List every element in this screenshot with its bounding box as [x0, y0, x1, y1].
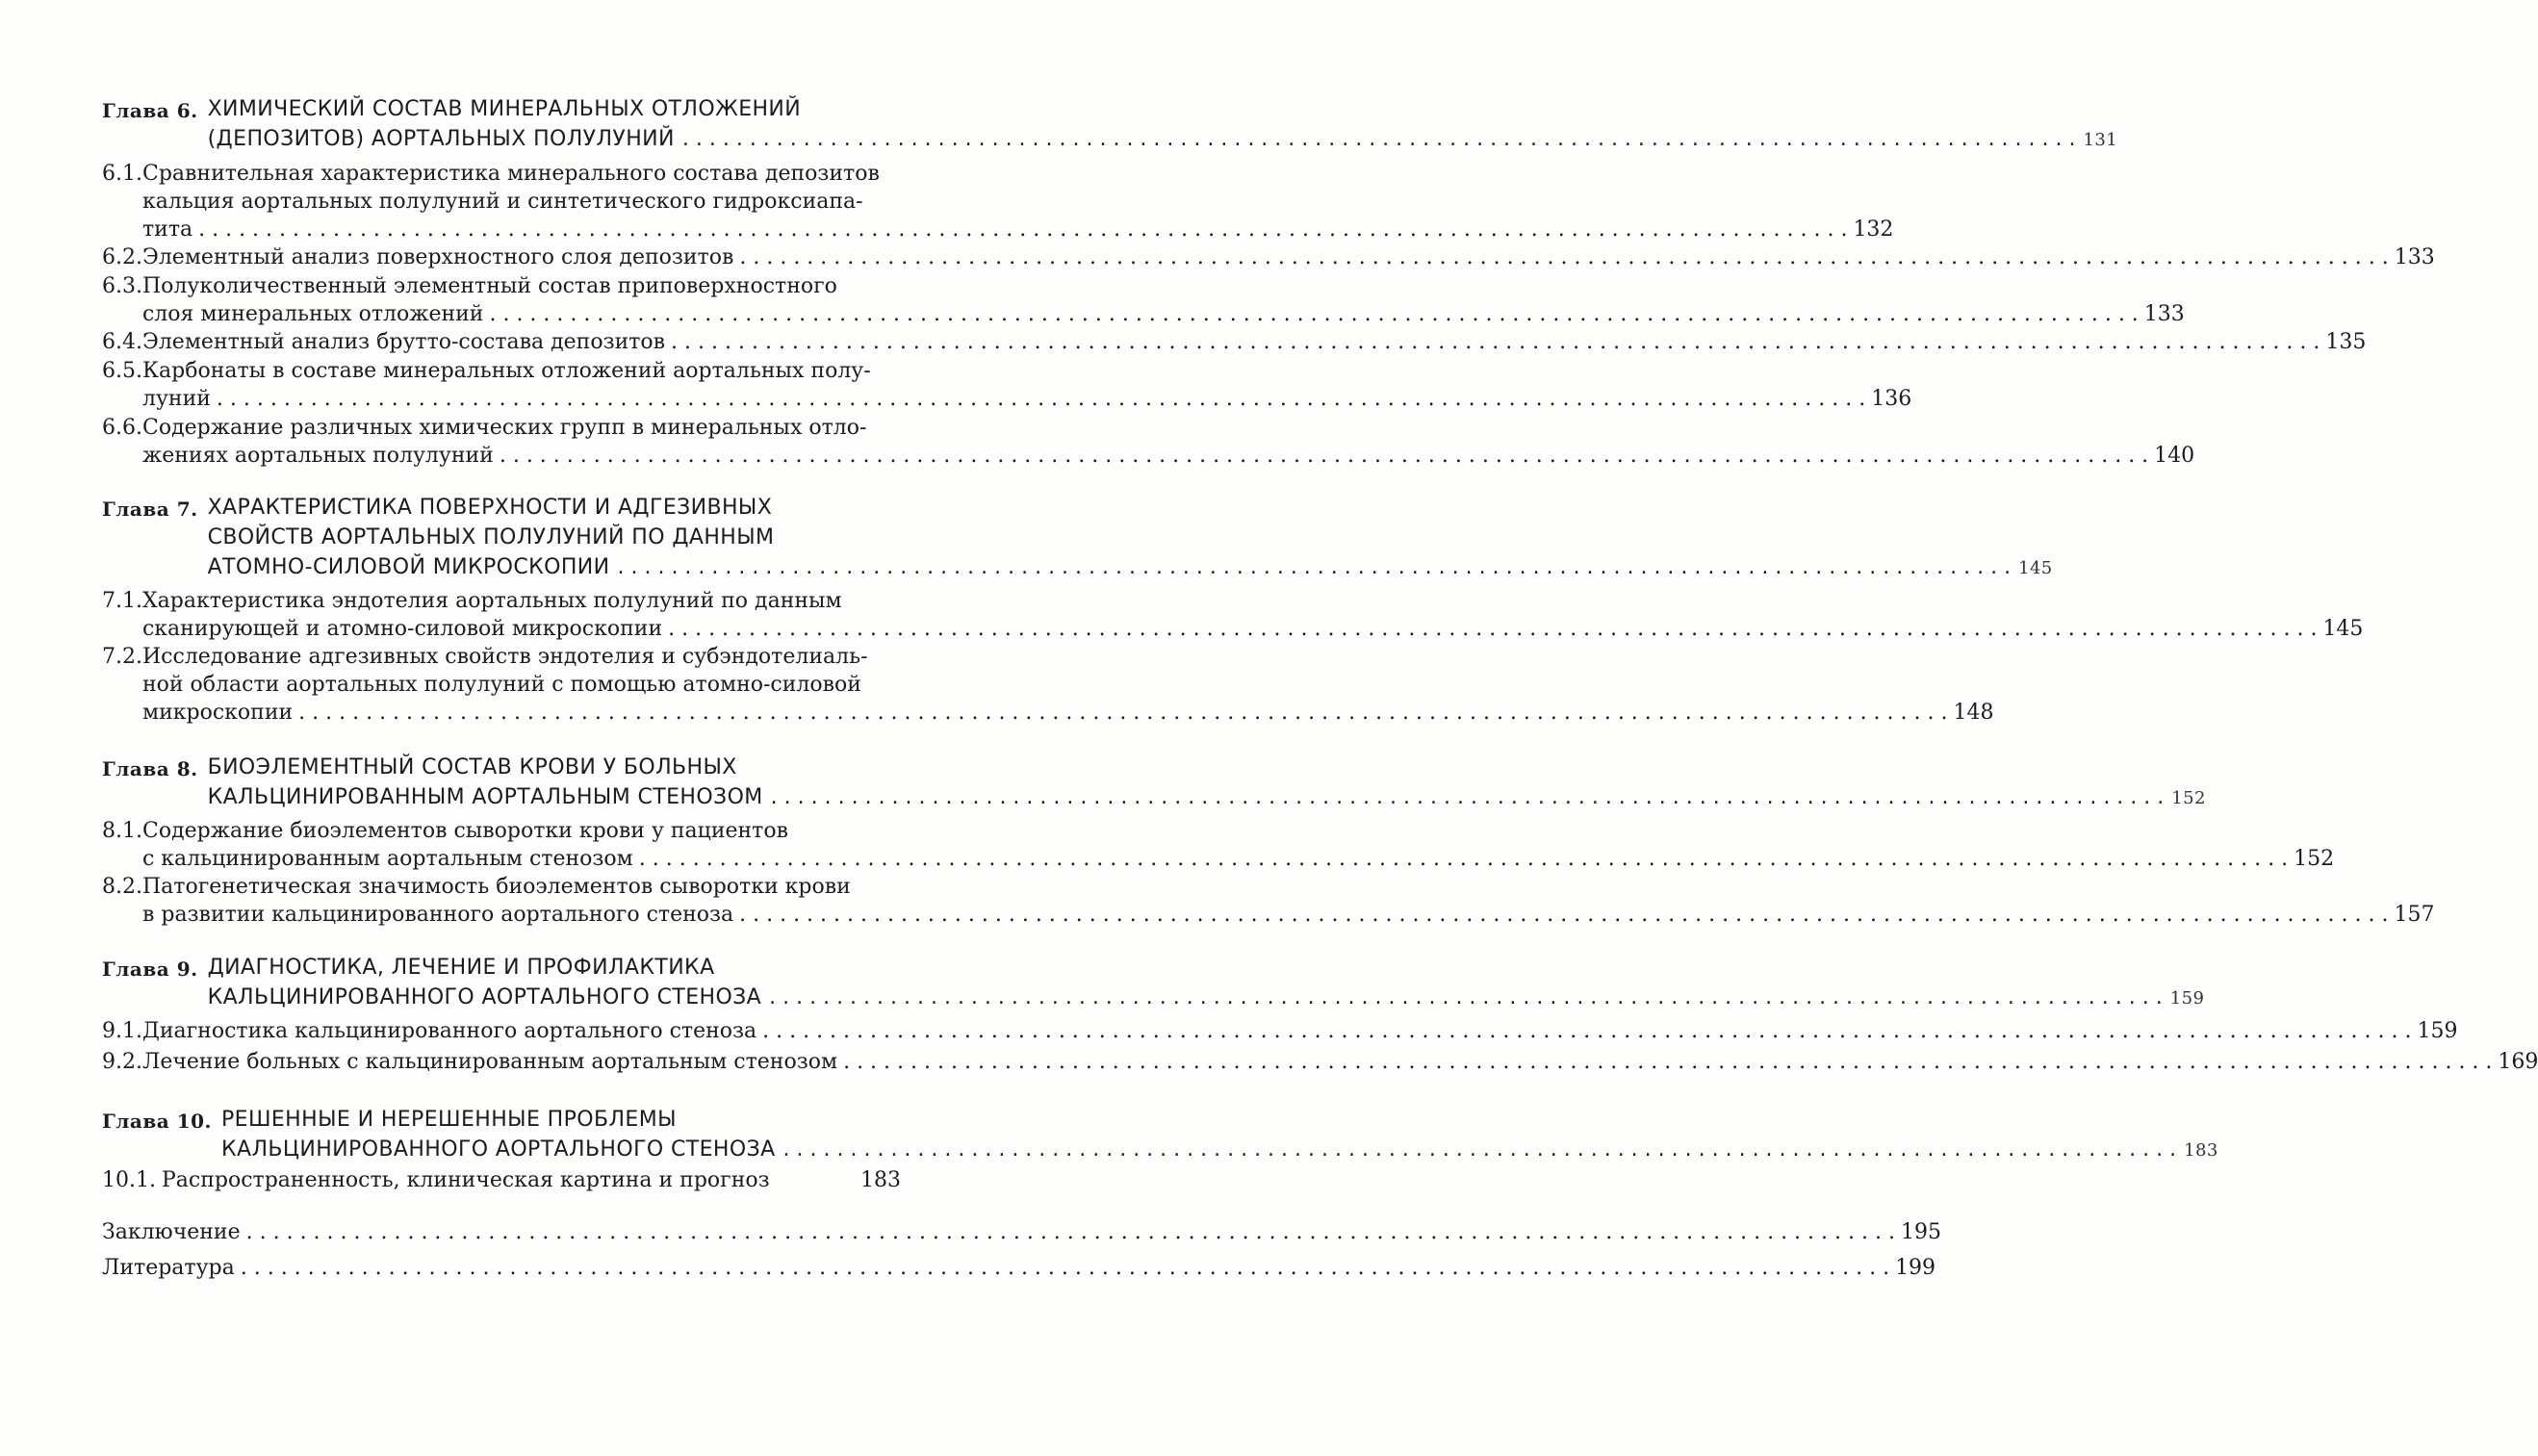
section-title-line: Исследование адгезивных свойств эндотелия и субэндотелиаль-: [141, 645, 868, 669]
leader-dots: [682, 124, 2076, 154]
page-number: 159: [2417, 1019, 2458, 1043]
section-title-line: тита: [141, 217, 193, 242]
page-number: 195: [1900, 1220, 1941, 1244]
page-number: 136: [1871, 387, 1912, 411]
chapter-label: Глава 9.: [102, 958, 198, 981]
chapter-title-line: РЕШЕННЫЕ И НЕРЕШЕННЫЕ ПРОБЛЕМЫ: [220, 1108, 677, 1132]
page-number: 135: [2325, 330, 2367, 354]
page-number: 145: [2018, 558, 2053, 578]
page-number: 169: [2498, 1050, 2538, 1074]
leader-dots: [198, 216, 1847, 243]
chapter-title-line: КАЛЬЦИНИРОВАННОГО АОРТАЛЬНОГО СТЕНОЗА: [207, 985, 762, 1009]
section-title-line: с кальцинированным аортальным стенозом: [141, 847, 633, 871]
section-7-1: [102, 587, 2364, 643]
section-number: 8.1.: [102, 819, 142, 843]
section-number: 10.1.: [102, 1168, 156, 1192]
chapter-8: [102, 753, 2206, 813]
section-title-line: Карбонаты в составе минеральных отложений аортальных полу-: [141, 359, 871, 383]
section-title-line: луний: [141, 387, 211, 411]
page-number: 140: [2154, 444, 2195, 468]
page-number: 183: [2184, 1140, 2218, 1161]
section-number: 6.1.: [102, 162, 142, 186]
chapter-title-line: (ДЕПОЗИТОВ) АОРТАЛЬНЫХ ПОЛУЛУНИЙ: [207, 127, 675, 151]
section-title-line: ной области аортальных полулуний с помощью атомно-силовой: [141, 673, 861, 697]
page-number: 133: [2394, 245, 2435, 269]
section-8-1: [102, 817, 2335, 873]
leader-dots: [668, 615, 2317, 643]
section-6-1: [102, 160, 1894, 243]
section-title-line: Сравнительная характеристика минерального состава депозитов: [141, 162, 880, 186]
entry-title: Заключение: [102, 1220, 241, 1244]
chapter-10: [102, 1105, 2218, 1165]
page-number: 199: [1895, 1256, 1936, 1280]
section-title-line: Элементный анализ брутто-состава депозитов: [141, 330, 666, 354]
page-number: 159: [2169, 988, 2205, 1009]
chapter-label: Глава 6.: [102, 99, 198, 122]
chapter-label: Глава 10.: [102, 1110, 212, 1133]
leader-dots: [489, 300, 2138, 328]
section-6-6: [102, 414, 2195, 470]
leader-dots: [639, 845, 2288, 873]
leader-dots: [843, 1048, 2492, 1076]
section-title-line: в развитии кальцинированного аортального стеноза: [141, 903, 734, 927]
chapter-6: [102, 94, 2118, 155]
leader-dots: [241, 1254, 1889, 1282]
section-title-line: кальция аортальных полулуний и синтетического гидроксиапа-: [141, 190, 863, 214]
section-7-2: [102, 643, 1994, 727]
chapter-title-line: АТОМНО-СИЛОВОЙ МИКРОСКОПИИ: [207, 555, 610, 579]
page-number: 148: [1953, 701, 1994, 725]
section-title-line: Лечение больных с кальцинированным аортальным стенозом: [141, 1050, 838, 1074]
section-6-2: [102, 243, 2435, 271]
section-title-line: Содержание различных химических групп в минеральных отло-: [141, 416, 867, 440]
entry-title: Литература: [102, 1256, 235, 1280]
section-title-line: жениях аортальных полулуний: [141, 444, 494, 468]
section-10-1: [102, 1166, 901, 1194]
section-8-2: [102, 873, 2435, 929]
literature-entry: [102, 1254, 1936, 1282]
section-title-line: Характеристика эндотелия аортальных полулуний по данным: [141, 589, 842, 613]
leader-dots: [739, 243, 2388, 271]
section-title-line: Содержание биоэлементов сыворотки крови у пациентов: [141, 819, 788, 843]
leader-dots: [298, 699, 1947, 727]
chapter-title-line: ДИАГНОСТИКА, ЛЕЧЕНИЕ И ПРОФИЛАКТИКА: [207, 956, 715, 980]
page-number: 157: [2394, 903, 2435, 927]
section-title-line: Диагностика кальцинированного аортального стеноза: [141, 1019, 757, 1043]
leader-dots: [771, 782, 2165, 812]
leader-dots: [783, 1135, 2177, 1164]
page-number: 152: [2171, 788, 2206, 808]
section-title-line: Элементный анализ поверхностного слоя депозитов: [141, 245, 734, 269]
chapter-title-line: ХАРАКТЕРИСТИКА ПОВЕРХНОСТИ И АДГЕЗИВНЫХ: [207, 496, 773, 520]
section-title-line: Распространенность, клиническая картина и прогноз: [162, 1168, 770, 1192]
section-title-line: Полуколичественный элементный состав приповерхностного: [141, 274, 837, 298]
section-number: 9.1.: [102, 1019, 142, 1043]
section-9-1: [102, 1017, 2458, 1045]
page-number: 145: [2322, 617, 2364, 641]
section-title-line: сканирующей и атомно-силовой микроскопии: [141, 617, 663, 641]
page-number: 132: [1853, 217, 1894, 242]
section-number: 6.2.: [102, 245, 142, 269]
section-number: 6.5.: [102, 359, 142, 383]
leader-dots: [769, 983, 2163, 1012]
section-title-line: слоя минеральных отложений: [141, 302, 484, 326]
section-6-4: [102, 328, 2367, 356]
conclusion-entry: [102, 1218, 1941, 1246]
chapter-label: Глава 7.: [102, 498, 198, 521]
page-number: 133: [2143, 302, 2185, 326]
section-number: 6.6.: [102, 416, 142, 440]
chapter-7: [102, 493, 2053, 583]
chapter-9: [102, 953, 2205, 1013]
section-number: 6.4.: [102, 330, 142, 354]
leader-dots: [500, 442, 2148, 470]
page-number: 131: [2083, 130, 2118, 150]
leader-dots: [618, 552, 2012, 582]
leader-dots: [246, 1218, 1895, 1246]
chapter-title-line: ХИМИЧЕСКИЙ СОСТАВ МИНЕРАЛЬНЫХ ОТЛОЖЕНИЙ: [207, 97, 802, 121]
chapter-title-line: КАЛЬЦИНИРОВАННЫМ АОРТАЛЬНЫМ СТЕНОЗОМ: [207, 785, 763, 809]
section-number: 9.2.: [102, 1050, 142, 1074]
section-number: 7.2.: [102, 645, 142, 669]
chapter-title-line: СВОЙСТВ АОРТАЛЬНЫХ ПОЛУЛУНИЙ ПО ДАННЫМ: [207, 525, 775, 549]
section-9-2: [102, 1048, 2538, 1076]
section-number: 8.2.: [102, 875, 142, 899]
leader-dots: [739, 901, 2388, 929]
leader-dots: [217, 385, 1865, 413]
section-6-5: [102, 357, 1912, 413]
page-number: 152: [2294, 847, 2335, 871]
section-title-line: Патогенетическая значимость биоэлементов сыворотки крови: [141, 875, 851, 899]
chapter-title-line: БИОЭЛЕМЕНТНЫЙ СОСТАВ КРОВИ У БОЛЬНЫХ: [207, 755, 737, 779]
section-number: 7.1.: [102, 589, 142, 613]
chapter-title-line: КАЛЬЦИНИРОВАННОГО АОРТАЛЬНОГО СТЕНОЗА: [220, 1137, 776, 1162]
section-title-line: микроскопии: [141, 701, 294, 725]
leader-dots: [762, 1017, 2411, 1045]
section-number: 6.3.: [102, 274, 142, 298]
section-6-3: [102, 272, 2185, 328]
page-number: 183: [860, 1168, 901, 1192]
chapter-label: Глава 8.: [102, 757, 198, 780]
leader-dots: [671, 328, 2320, 356]
